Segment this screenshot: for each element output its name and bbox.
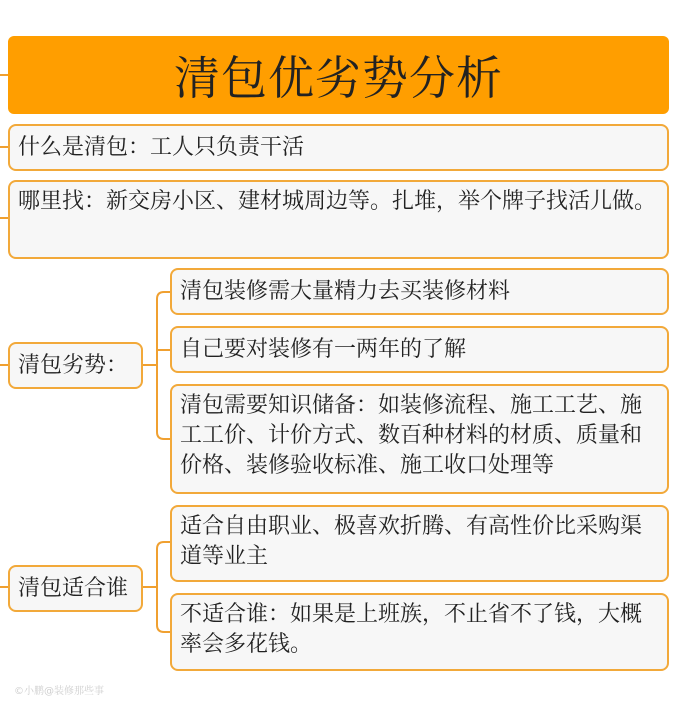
- node-suitable-2-text: 不适合谁：如果是上班族，不止省不了钱，大概率会多花钱。: [180, 602, 643, 657]
- node-disadvantage-2-text: 自己要对装修有一两年的了解: [180, 336, 467, 362]
- node-suitable-2: [170, 593, 669, 671]
- node-disadvantage-2: [170, 326, 669, 373]
- node-suitable-label: 清包适合谁: [18, 575, 129, 601]
- node-disadvantage-3: [170, 384, 669, 494]
- node-what-is: [8, 124, 669, 171]
- node-disadvantage-1-text: 清包装修需大量精力去买装修材料: [180, 278, 511, 304]
- node-what-is-text: 什么是清包：工人只负责干活: [18, 134, 305, 160]
- node-suitable-1-text: 适合自由职业、极喜欢折腾、有高性价比采购渠道等业主: [180, 514, 643, 569]
- node-suitable-1: [170, 505, 669, 582]
- mindmap-root: [8, 36, 669, 114]
- node-disadvantage-1: [170, 268, 669, 315]
- node-disadvantages: [8, 342, 143, 389]
- node-where-find-text: 哪里找：新交房小区、建材城周边等。扎堆，举个牌子找活儿做。: [18, 189, 657, 214]
- node-where-find: [8, 180, 669, 259]
- page-title: 清包优劣势分析: [174, 51, 503, 105]
- watermark-text: ©小鹏@装修那些事: [14, 686, 104, 697]
- node-suitable: [8, 565, 143, 612]
- node-disadvantage-3-text: 清包需要知识储备：如装修流程、施工工艺、施工工价、计价方式、数百种材料的材质、质量和价格、装修验收标准、施工收口处理等: [180, 393, 643, 478]
- node-disadvantages-label: 清包劣势：: [18, 352, 129, 378]
- root-connector: [0, 74, 8, 76]
